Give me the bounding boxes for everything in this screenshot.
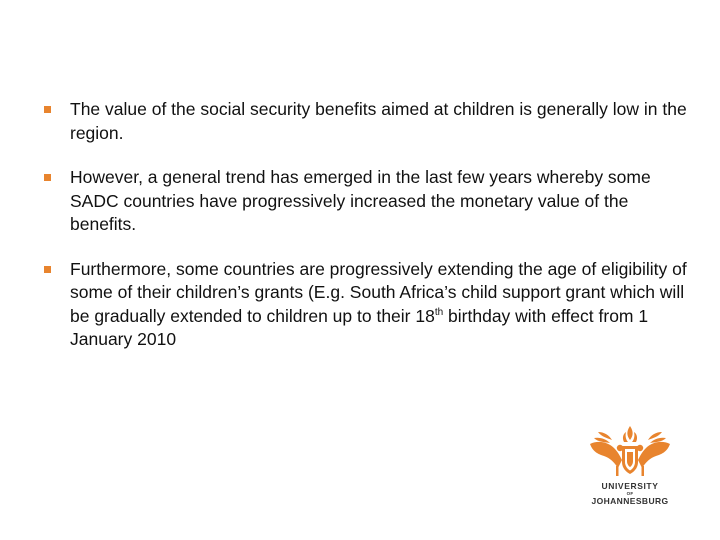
bullet-text: The value of the social security benefits aimed at children is generally low in the region. bbox=[70, 99, 687, 143]
bullet-item bbox=[42, 98, 692, 145]
ordinal-suffix: th bbox=[434, 306, 444, 318]
university-logo bbox=[582, 422, 678, 512]
bullet-text: However, a general trend has emerged in the last few years whereby some SADC countries have progressively increased the monetary value of the benefits. bbox=[70, 167, 651, 234]
bullet-marker-icon bbox=[44, 106, 51, 113]
bullet-item bbox=[42, 258, 692, 352]
bullet-list bbox=[42, 98, 692, 373]
logo-text-of: OF bbox=[626, 490, 634, 496]
university-crest-icon bbox=[584, 422, 676, 478]
bullet-marker-icon bbox=[44, 174, 51, 181]
bullet-text: Furthermore, some countries are progressively extending the age of eligibility of some of their children’s grants (E.g. South Africa’s child support grant which will be gradually extended to children up to their 18 bbox=[70, 258, 687, 326]
bullet-item bbox=[42, 166, 692, 237]
logo-text-university: UNIVERSITY bbox=[601, 481, 659, 491]
logo-text-johannesburg: JOHANNESBURG bbox=[591, 496, 669, 506]
bullet-marker-icon bbox=[44, 266, 51, 273]
bullet-text-continued: birthday with effect from 1 January 2010 bbox=[70, 305, 649, 349]
